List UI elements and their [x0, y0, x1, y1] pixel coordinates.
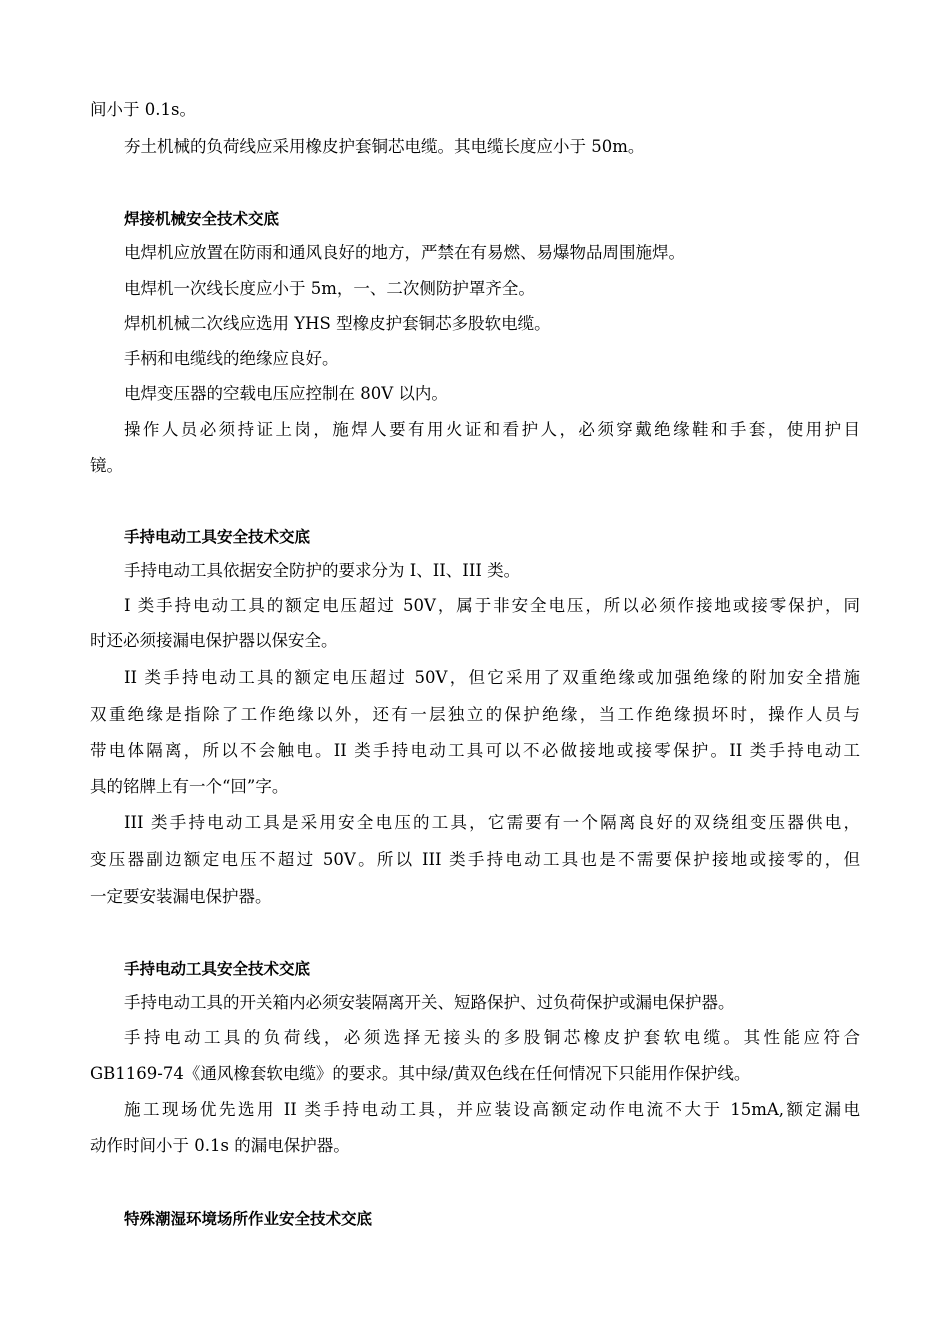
text-line: 手持电动工具依据安全防护的要求分为 I、II、III 类。 [124, 561, 521, 580]
text-line: 焊机机械二次线应选用 YHS 型橡皮护套铜芯多股软电缆。 [124, 314, 551, 333]
text-line: 施工现场优先选用 II 类手持电动工具，并应装设高额定动作电流不大于 15mA,额定漏电 [124, 1100, 860, 1119]
text-line: 带电体隔离，所以不会触电。II 类手持电动工具可以不必做接地或接零保护。II 类手持电动工 [90, 741, 860, 760]
text-line: 电焊变压器的空载电压应控制在 80V 以内。 [124, 384, 448, 403]
text-line: 时还必须接漏电保护器以保安全。 [90, 631, 338, 650]
text-line: I 类手持电动工具的额定电压超过 50V，属于非安全电压，所以必须作接地或接零保护，同 [124, 596, 860, 615]
section-heading: 特殊潮湿环境场所作业安全技术交底 [124, 1210, 373, 1228]
text-line: 手柄和电缆线的绝缘应良好。 [124, 349, 339, 368]
text-line: 一定要安装漏电保护器。 [90, 887, 272, 906]
text-line: 手持电动工具的开关箱内必须安装隔离开关、短路保护、过负荷保护或漏电保护器。 [124, 993, 735, 1012]
text-line: III 类手持电动工具是采用安全电压的工具，它需要有一个隔离良好的双绕组变压器供电， [124, 813, 860, 832]
text-line: 操作人员必须持证上岗，施焊人要有用火证和看护人，必须穿戴绝缘鞋和手套，使用护目 [124, 420, 860, 439]
text-line: 镜。 [90, 456, 123, 475]
text-line: 夯土机械的负荷线应采用橡皮护套铜芯电缆。其电缆长度应小于 50m。 [124, 137, 645, 156]
text-line: 电焊机应放置在防雨和通风良好的地方，严禁在有易燃、易爆物品周围施焊。 [124, 243, 685, 262]
text-line: 变压器副边额定电压不超过 50V。所以 III 类手持电动工具也是不需要保护接地或接零的，但 [90, 850, 860, 869]
section-heading: 手持电动工具安全技术交底 [124, 528, 311, 546]
section-heading: 手持电动工具安全技术交底 [124, 960, 311, 978]
text-line: 双重绝缘是指除了工作绝缘以外，还有一层独立的保护绝缘，当工作绝缘损坏时，操作人员与 [90, 705, 860, 724]
section-heading: 焊接机械安全技术交底 [124, 210, 280, 228]
text-line: GB1169-74《通风橡套软电缆》的要求。其中绿/黄双色线在任何情况下只能用作保护线。 [90, 1064, 751, 1083]
text-line: 具的铭牌上有一个“回”字。 [90, 777, 289, 796]
text-line: 电焊机一次线长度应小于 5m，一、二次侧防护罩齐全。 [124, 279, 535, 298]
text-line: 间小于 0.1s。 [90, 100, 196, 119]
text-line: 手持电动工具的负荷线，必须选择无接头的多股铜芯橡皮护套软电缆。其性能应符合 [124, 1028, 860, 1047]
text-line: 动作时间小于 0.1s 的漏电保护器。 [90, 1136, 350, 1155]
text-line: II 类手持电动工具的额定电压超过 50V，但它采用了双重绝缘或加强绝缘的附加安全措施 [124, 668, 860, 687]
